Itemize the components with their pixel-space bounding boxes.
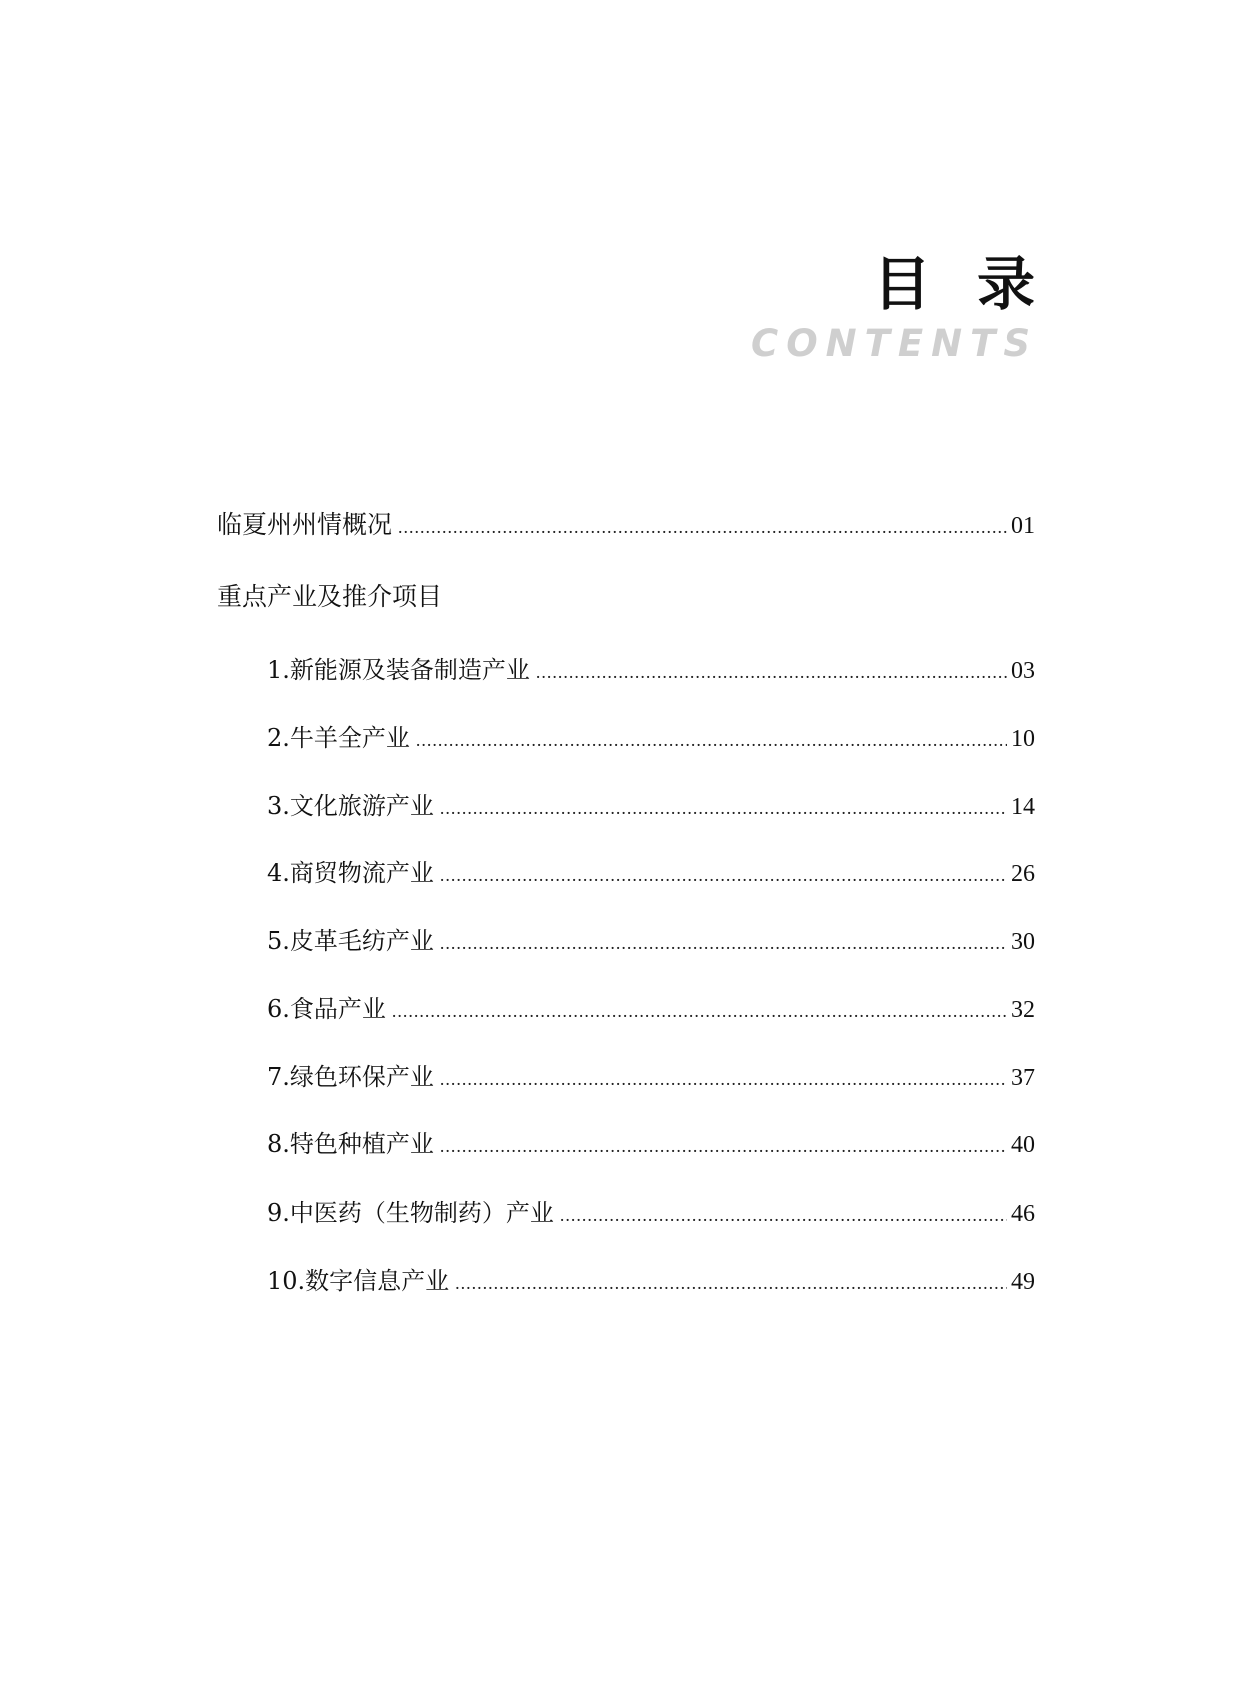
toc-entry-page: 14 [1011, 794, 1035, 820]
toc-leader-dots [455, 1274, 1007, 1292]
toc-entry-label: 7.绿色环保产业 [267, 1063, 434, 1091]
toc-entry-label: 3.文化旅游产业 [267, 792, 434, 820]
toc-entry-page: 26 [1011, 861, 1035, 887]
toc-leader-dots [440, 866, 1007, 884]
toc-entry-9[interactable] [267, 1201, 1035, 1226]
toc-entry-3[interactable] [267, 794, 1035, 819]
toc-entry-page: 01 [1011, 513, 1035, 539]
toc-entry-page: 49 [1011, 1269, 1035, 1295]
toc-entry-label: 9.中医药（生物制药）产业 [267, 1199, 554, 1227]
toc-entry-label: 2.牛羊全产业 [267, 724, 410, 752]
toc-section-label: 重点产业及推介项目 [217, 582, 443, 611]
toc-leader-dots [536, 663, 1007, 681]
toc-leader-dots [398, 518, 1007, 536]
toc-entry-page: 32 [1011, 997, 1035, 1023]
toc-section-heading [217, 584, 1035, 609]
toc-entry-label: 8.特色种植产业 [267, 1130, 434, 1158]
toc-entry-label: 10.数字信息产业 [267, 1267, 450, 1295]
toc-entry-label: 临夏州州情概况 [217, 510, 393, 539]
toc-entry-label: 6.食品产业 [267, 995, 386, 1023]
toc-entry-overview[interactable] [217, 512, 1035, 538]
toc-entry-5[interactable] [267, 929, 1035, 954]
toc-entry-page: 37 [1011, 1065, 1035, 1091]
toc-leader-dots [440, 1070, 1007, 1088]
toc-entry-6[interactable] [267, 997, 1035, 1022]
toc-entry-label: 4.商贸物流产业 [267, 859, 434, 887]
toc-entry-label: 1.新能源及装备制造产业 [267, 656, 530, 684]
toc-entry-page: 30 [1011, 929, 1035, 955]
toc-entry-page: 03 [1011, 658, 1035, 684]
toc-entry-2[interactable] [267, 726, 1035, 751]
toc-leader-dots [392, 1002, 1007, 1020]
toc-leader-dots [560, 1206, 1007, 1224]
toc-entry-8[interactable] [267, 1132, 1035, 1157]
toc-entry-page: 10 [1011, 726, 1035, 752]
page-title: 目录 [872, 250, 1081, 318]
toc-leader-dots [440, 1137, 1007, 1155]
toc-leader-dots [416, 731, 1007, 749]
toc-leader-dots [440, 934, 1007, 952]
toc-entry-page: 46 [1011, 1201, 1035, 1227]
toc-entry-10[interactable] [267, 1269, 1035, 1294]
toc-entry-1[interactable] [267, 658, 1035, 683]
toc-entry-4[interactable] [267, 861, 1035, 886]
toc-entry-label: 5.皮革毛纺产业 [267, 927, 434, 955]
page-subtitle: CONTENTS [751, 322, 1038, 365]
toc-entry-7[interactable] [267, 1065, 1035, 1090]
toc-entry-page: 40 [1011, 1132, 1035, 1158]
toc-leader-dots [440, 799, 1007, 817]
